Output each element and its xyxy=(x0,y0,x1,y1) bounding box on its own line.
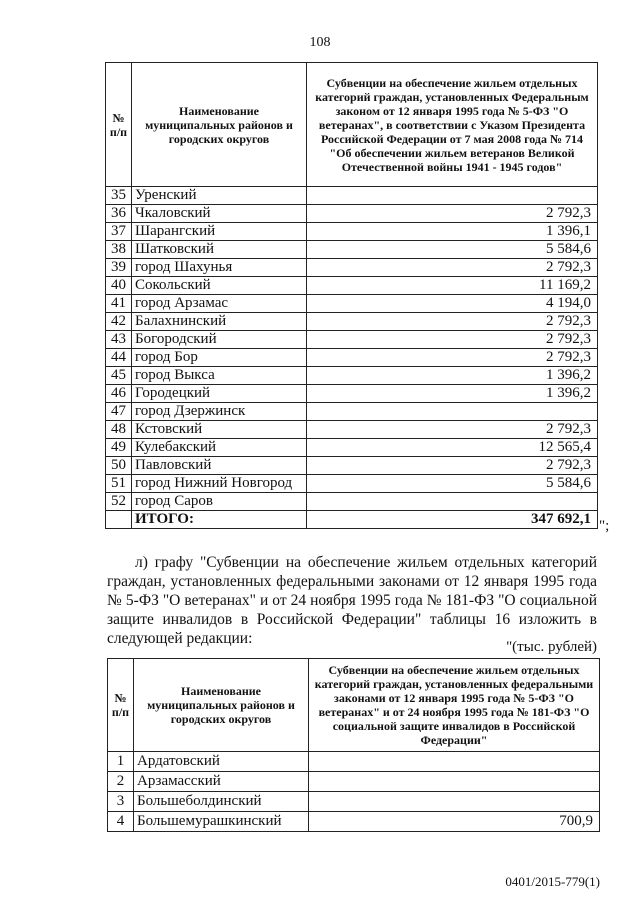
row-number: 41 xyxy=(106,295,132,313)
subventions-table-veterans-disabled xyxy=(107,658,600,832)
table-row xyxy=(106,367,598,385)
table-row xyxy=(106,349,598,367)
total-label: ИТОГО: xyxy=(132,511,307,529)
column-header-subventions: Субвенции на обеспечение жильем отдельных категорий граждан, установленных федеральными законами от 12 января 1995 года № 5-ФЗ "О ветеранах" и от 24 ноября 1995 года № 181-ФЗ "О социальной защите инвалидов в Российской Федерации" xyxy=(309,659,600,752)
table-body xyxy=(108,752,600,832)
row-number: 40 xyxy=(106,277,132,295)
table-row xyxy=(106,493,598,511)
municipality-name: город Нижний Новгород xyxy=(132,475,307,493)
municipality-name: город Арзамас xyxy=(132,295,307,313)
subvention-value: 2 792,3 xyxy=(307,205,598,223)
row-number: 48 xyxy=(106,421,132,439)
table-row xyxy=(106,223,598,241)
row-number: 42 xyxy=(106,313,132,331)
row-number: 39 xyxy=(106,259,132,277)
page-number: 108 xyxy=(309,35,331,50)
municipality-name: Кулебакский xyxy=(132,439,307,457)
municipality-name: город Саров xyxy=(132,493,307,511)
amendment-text: л) графу "Субвенции на обеспечение жильем отдельных категорий граждан, установленных федеральными законами от 12 января 1995 года № 5-ФЗ "О ветеранах" и от 24 ноября 1995 года № 181-ФЗ "О социальной защите инвалидов в Российской Федерации" таблицы 16 изложить в следующей редакции: xyxy=(107,554,597,647)
subvention-value: 2 792,3 xyxy=(307,349,598,367)
municipality-name: Арзамасский xyxy=(134,772,309,792)
row-number: 2 xyxy=(108,772,134,792)
table-row xyxy=(106,475,598,493)
row-number: 4 xyxy=(108,812,134,832)
municipality-name: Шарангский xyxy=(132,223,307,241)
table-row xyxy=(106,241,598,259)
table-row xyxy=(106,331,598,349)
row-number: 3 xyxy=(108,792,134,812)
municipality-name: Большемурашкинский xyxy=(134,812,309,832)
table-row xyxy=(108,752,600,772)
row-number: 47 xyxy=(106,403,132,421)
total-value: 347 692,1 xyxy=(307,511,598,529)
subvention-value xyxy=(309,752,600,772)
total-row xyxy=(106,511,598,529)
municipality-name: город Шахунья xyxy=(132,259,307,277)
row-number: 38 xyxy=(106,241,132,259)
municipality-name: Шатковский xyxy=(132,241,307,259)
table-row xyxy=(106,439,598,457)
table-row xyxy=(108,812,600,832)
table-row xyxy=(106,205,598,223)
table-row xyxy=(106,277,598,295)
municipality-name: Городецкий xyxy=(132,385,307,403)
subvention-value: 5 584,6 xyxy=(307,241,598,259)
table-row xyxy=(106,313,598,331)
row-number: 50 xyxy=(106,457,132,475)
municipality-name: Сокольский xyxy=(132,277,307,295)
column-header-number: № п/п xyxy=(108,659,134,752)
municipality-name: Большеболдинский xyxy=(134,792,309,812)
row-number: 46 xyxy=(106,385,132,403)
column-header-subventions: Субвенции на обеспечение жильем отдельных категорий граждан, установленных Федеральным законом от 12 января 1995 года № 5-ФЗ "О ветеранах", в соответствии с Указом Президента Российской Федерации от 7 мая 2008 года № 714 "Об обеспечении жильем ветеранов Великой Отечественной войны 1941 - 1945 годов" xyxy=(307,63,598,187)
subventions-table-veterans-1941-1945 xyxy=(105,62,598,529)
subvention-value: 1 396,2 xyxy=(307,367,598,385)
table-body xyxy=(106,187,598,529)
row-number: 52 xyxy=(106,493,132,511)
row-number: 35 xyxy=(106,187,132,205)
municipality-name: Кстовский xyxy=(132,421,307,439)
table-row xyxy=(106,259,598,277)
column-header-number: № п/п xyxy=(106,63,132,187)
row-number: 49 xyxy=(106,439,132,457)
subvention-value xyxy=(309,772,600,792)
municipality-name: город Выкса xyxy=(132,367,307,385)
total-number-cell xyxy=(106,511,132,529)
municipality-name: Богородский xyxy=(132,331,307,349)
table-row xyxy=(108,792,600,812)
municipality-name: город Дзержинск xyxy=(132,403,307,421)
row-number: 44 xyxy=(106,349,132,367)
subvention-value: 700,9 xyxy=(309,812,600,832)
row-number: 1 xyxy=(108,752,134,772)
municipality-name: город Бор xyxy=(132,349,307,367)
table-row xyxy=(106,457,598,475)
amendment-paragraph xyxy=(107,553,597,648)
column-header-municipality: Наименование муниципальных районов и городских округов xyxy=(134,659,309,752)
subvention-value: 5 584,6 xyxy=(307,475,598,493)
table-row xyxy=(106,187,598,205)
subvention-value: 2 792,3 xyxy=(307,457,598,475)
municipality-name: Чкаловский xyxy=(132,205,307,223)
subvention-value: 4 194,0 xyxy=(307,295,598,313)
table-row xyxy=(106,421,598,439)
row-number: 37 xyxy=(106,223,132,241)
subvention-value xyxy=(307,187,598,205)
subvention-value: 1 396,2 xyxy=(307,385,598,403)
document-code: 0401/2015-779(1) xyxy=(505,874,600,889)
column-header-municipality: Наименование муниципальных районов и городских округов xyxy=(132,63,307,187)
municipality-name: Павловский xyxy=(132,457,307,475)
closing-quote: "; xyxy=(599,518,610,534)
subvention-value xyxy=(307,403,598,421)
subvention-value: 2 792,3 xyxy=(307,259,598,277)
subvention-value: 1 396,1 xyxy=(307,223,598,241)
subvention-value: 11 169,2 xyxy=(307,277,598,295)
row-number: 36 xyxy=(106,205,132,223)
table-row xyxy=(106,403,598,421)
subvention-value: 2 792,3 xyxy=(307,331,598,349)
subvention-value xyxy=(309,792,600,812)
row-number: 51 xyxy=(106,475,132,493)
table-row xyxy=(106,295,598,313)
table-row xyxy=(106,385,598,403)
subvention-value: 2 792,3 xyxy=(307,313,598,331)
municipality-name: Балахнинский xyxy=(132,313,307,331)
subvention-value: 12 565,4 xyxy=(307,439,598,457)
municipality-name: Уренский xyxy=(132,187,307,205)
table-row xyxy=(108,772,600,792)
row-number: 43 xyxy=(106,331,132,349)
subvention-value xyxy=(307,493,598,511)
row-number: 45 xyxy=(106,367,132,385)
subvention-value: 2 792,3 xyxy=(307,421,598,439)
municipality-name: Ардатовский xyxy=(134,752,309,772)
units-label: "(тыс. рублей) xyxy=(506,639,597,655)
